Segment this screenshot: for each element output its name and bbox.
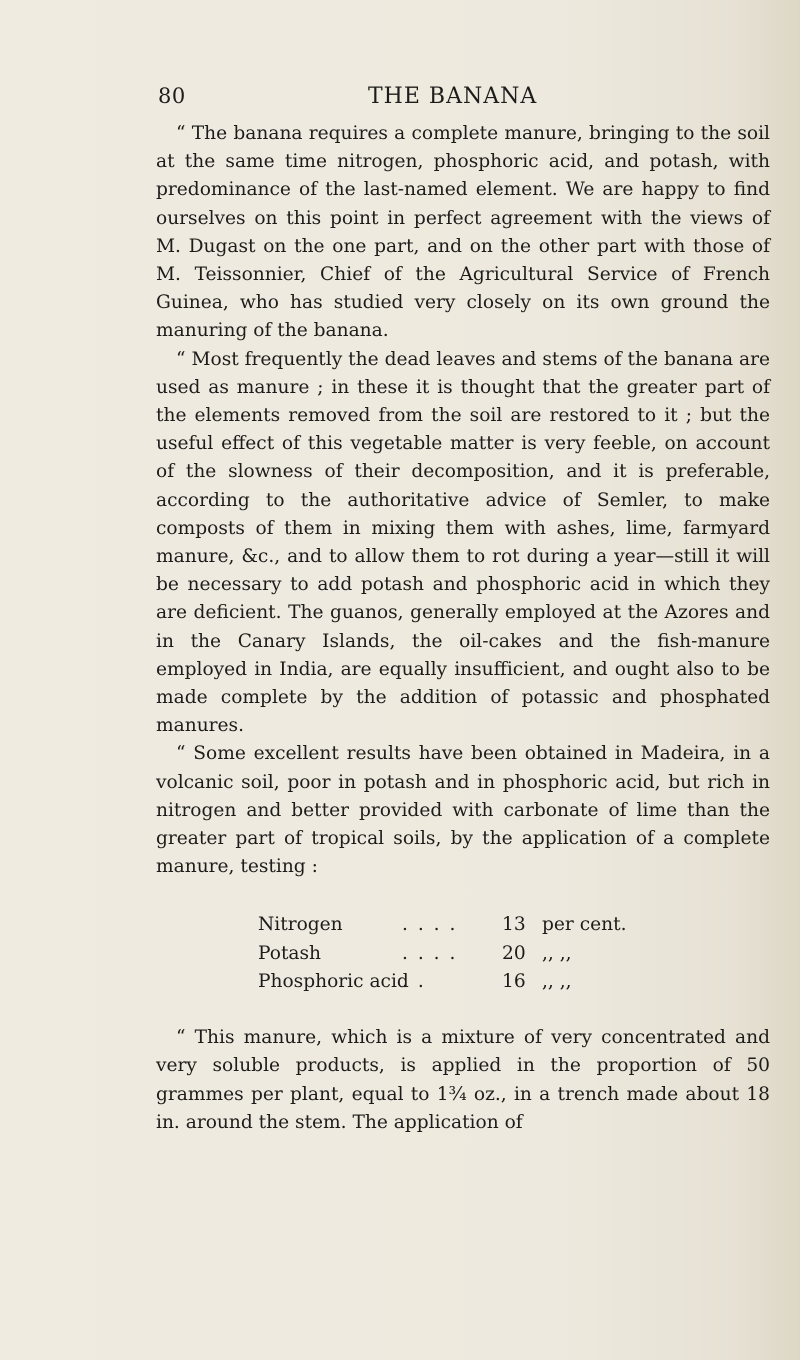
table-row-nitrogen [258, 911, 770, 939]
paragraph-3: “ Some excellent results have been obtained in Madeira, in a volcanic soil, poor in potash and in phosphoric acid, but rich in nitrogen and better provided with carbonate of lime than the greater part of tropical soils, by the application of a complete manure, testing : [156, 743, 770, 878]
table-row-potash [258, 940, 770, 968]
component-percent: 20 [502, 942, 526, 964]
component-unit: ,, ,, [542, 970, 572, 992]
page-header [0, 84, 800, 114]
paragraph-4: “ This manure, which is a mixture of very concentrated and very soluble products, is applied in the proportion of 50 grammes per plant, equal to 1¾ oz., in a trench made about 18 in. around the stem. The application of [156, 1027, 770, 1133]
component-unit: per cent. [542, 914, 627, 936]
page-number: 80 [158, 84, 186, 108]
component-name: Phosphoric acid [258, 970, 409, 992]
dot-leaders: . . [402, 970, 426, 992]
paragraph-1: “ The banana requires a complete manure, bringing to the soil at the same time nitrogen, phosphoric acid, and potash, with predominance of the last-named element. We are happy to find ourselves on this point in perfect agreement with the views of M. Dugast on the one part, and on the other part with those of M. Teissonnier, Chief of the Agricultural Service of French Guinea, who has studied very closely on its own ground the manuring of the banana. [156, 123, 770, 342]
component-name: Potash [258, 942, 322, 964]
running-title: THE BANANA [368, 84, 538, 109]
body-text [156, 120, 770, 1137]
paragraph-2: “ Most frequently the dead leaves and stems of the banana are used as manure ; in these it is thought that the greater part of the elements removed from the soil are restored to it ; but the useful effect of this vegetable matter is very feeble, on account of the slowness of their decomposition, and it is preferable, according to the authoritative advice of Semler, to make composts of them in mixing them with ashes, lime, farmyard manure, &c., and to allow them to rot during a year—still it will be necessary to add potash and phosphoric acid in which they are deficient. The guanos, generally employed at the Azores and in the Canary Islands, the oil-cakes and the fish-manure employed in India, are equally insufficient, and ought also to be made complete by the addition of potassic and phosphated manures. [156, 348, 770, 737]
table-row-phosphoric-acid [258, 968, 770, 996]
component-unit: ,, ,, [542, 942, 572, 964]
dot-leaders: . . . . [402, 942, 458, 964]
manure-composition-table [258, 911, 770, 996]
component-name: Nitrogen [258, 914, 343, 936]
component-percent: 16 [502, 970, 526, 992]
component-percent: 13 [502, 914, 526, 936]
dot-leaders: . . . . [402, 914, 458, 936]
